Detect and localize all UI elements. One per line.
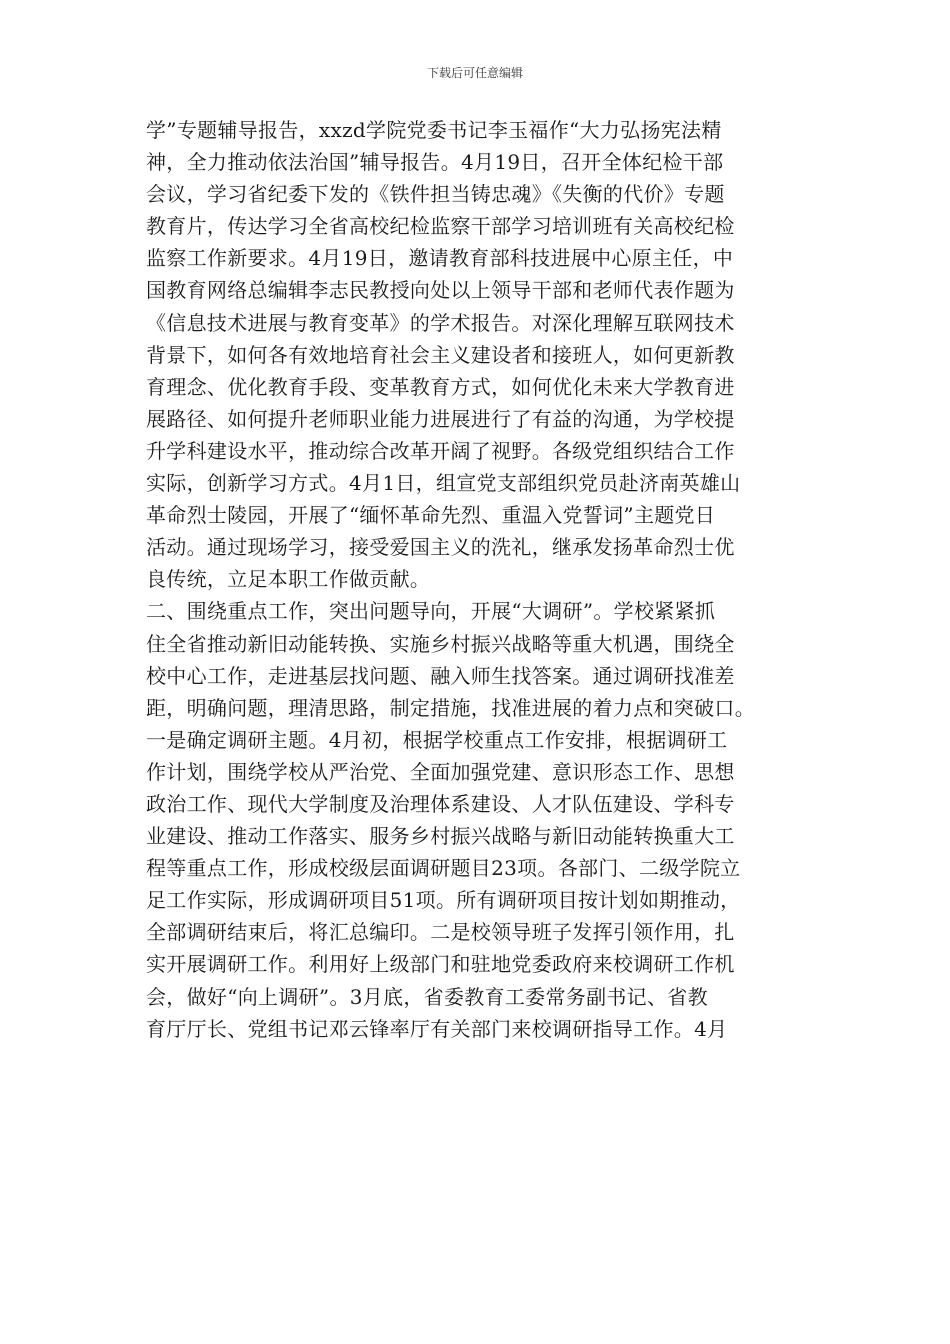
text-line: 会议，学习省纪委下发的《铁件担当铸忠魂》《失衡的代价》专题 (146, 182, 725, 207)
document-body (146, 114, 826, 1045)
text-line: 良传统，立足本职工作做贡献。 (146, 567, 431, 592)
text-line: 学”专题辅导报告，xxzd学院党委书记李玉福作“大力弘扬宪法精 (146, 118, 722, 142)
text-line: 神，全力推动依法治国”辅导报告。4月19日，召开全体纪检干部 (146, 150, 724, 175)
text-line: 会，做好“向上调研”。3月底，省委教育工委常务副书记、省教 (146, 984, 708, 1009)
text-line: 教育片，传达学习全省高校纪检监察干部学习培训班有关高校纪检 (146, 214, 735, 239)
text-line: 国教育网络总编辑李志民教授向处以上领导干部和老师代表作题为 (146, 278, 735, 303)
text-line: 育理念、优化教育手段、变革教育方式，如何优化未来大学教育进 (146, 374, 735, 399)
text-line: 全部调研结束后，将汇总编印。二是校领导班子发挥引领作用，扎 (146, 920, 735, 945)
text-line: 距，明确问题，理清思路，制定措施，找准进展的着力点和突破口。 (146, 695, 755, 720)
text-line: 一是确定调研主题。4月初，根据学校重点工作安排，根据调研工 (146, 727, 728, 752)
text-line: 育厅厅长、党组书记邓云锋率厅有关部门来校调研指导工作。4月 (146, 1016, 728, 1041)
text-line: 背景下，如何各有效地培育社会主义建设者和接班人，如何更新教 (146, 342, 735, 367)
text-line: 程等重点工作，形成校级层面调研题目23项。各部门、二级学院立 (146, 856, 741, 881)
text-line: 校中心工作，走进基层找问题、融入师生找答案。通过调研找准差 (146, 663, 735, 688)
text-line: 革命烈士陵园，开展了“缅怀革命先烈、重温入党誓词”主题党日 (146, 503, 716, 528)
text-line: 实际，创新学习方式。4月1日，组宣党支部组织党员赴济南英雄山 (146, 471, 741, 496)
text-line: 住全省推动新旧动能转换、实施乡村振兴战略等重大机遇，围绕全 (146, 631, 735, 656)
text-line: 足工作实际，形成调研项目51项。所有调研项目按计划如期推动， (146, 888, 741, 913)
text-line: 升学科建设水平，推动综合改革开阔了视野。各级党组织结合工作 (146, 438, 735, 463)
text-line: 业建设、推动工作落实、服务乡村振兴战略与新旧动能转换重大工 (146, 824, 735, 849)
text-line: 展路径、如何提升老师职业能力进展进行了有益的沟通，为学校提 (146, 406, 735, 431)
section-heading-line: 二、围绕重点工作，突出问题导向，开展“大调研”。学校紧紧抓 (146, 599, 716, 624)
page-header: 下载后可任意编辑 (426, 66, 523, 80)
text-line: 《信息技术进展与教育变革》的学术报告。对深化理解互联网技术 (146, 310, 735, 335)
text-line: 监察工作新要求。4月19日，邀请教育部科技进展中心原主任，中 (146, 246, 734, 271)
text-line: 作计划，围绕学校从严治党、全面加强党建、意识形态工作、思想 (146, 759, 735, 784)
text-line: 政治工作、现代大学制度及治理体系建设、人才队伍建设、学科专 (146, 791, 735, 816)
text-line: 实开展调研工作。利用好上级部门和驻地党委政府来校调研工作机 (146, 952, 735, 977)
text-line: 活动。通过现场学习，接受爱国主义的洗礼，继承发扬革命烈士优 (146, 535, 735, 560)
